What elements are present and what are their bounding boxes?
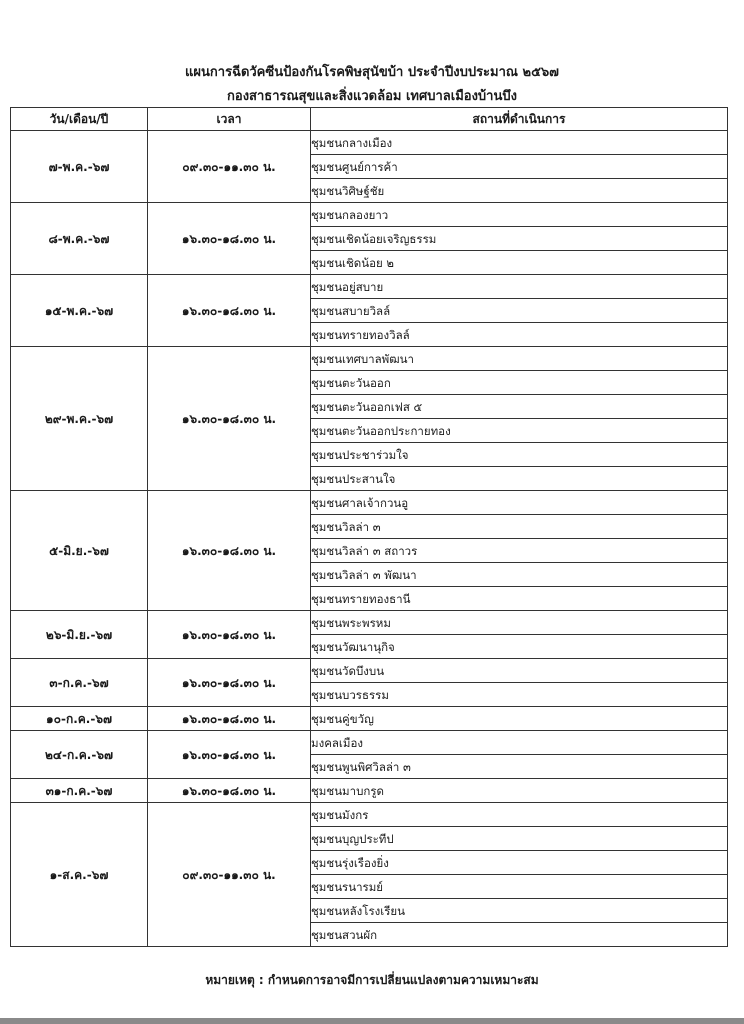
location-cell: ชุมชนวิลล่า ๓ พัฒนา [311,563,728,587]
column-header-time: เวลา [148,108,311,131]
table-row [11,347,728,371]
location-cell: ชุมชนมังกร [311,803,728,827]
location-cell: ชุมชนรุ่งเรืองยิ่ง [311,851,728,875]
location-cell: ชุมชนศูนย์การค้า [311,155,728,179]
location-cell: ชุมชนพระพรหม [311,611,728,635]
location-cell: ชุมชนกลางเมือง [311,131,728,155]
date-cell: ๒๖-มิ.ย.-๖๗ [11,611,148,659]
document-title: แผนการฉีดวัคซีนป้องกันโรคพิษสุนัขบ้า ประจำปีงบประมาณ ๒๕๖๗ [185,65,559,80]
location-cell: ชุมชนบวรธรรม [311,683,728,707]
date-cell: ๓๑-ก.ค.-๖๗ [11,779,148,803]
column-header-location: สถานที่ดำเนินการ [311,108,728,131]
date-cell: ๓-ก.ค.-๖๗ [11,659,148,707]
date-cell: ๑๐-ก.ค.-๖๗ [11,707,148,731]
date-cell: ๒๔-ก.ค.-๖๗ [11,731,148,779]
table-row [11,659,728,683]
location-cell: ชุมชนคู่ขวัญ [311,707,728,731]
date-cell: ๒๙-พ.ค.-๖๗ [11,347,148,491]
location-cell: ชุมชนรนารมย์ [311,875,728,899]
table-row [11,275,728,299]
location-cell: ชุมชนประชาร่วมใจ [311,443,728,467]
date-cell: ๕-มิ.ย.-๖๗ [11,491,148,611]
location-cell: ชุมชนสบายวิลล์ [311,299,728,323]
table-row [11,779,728,803]
location-cell: ชุมชนเชิดน้อย ๒ [311,251,728,275]
location-cell: ชุมชนวัดบึงบน [311,659,728,683]
location-cell: ชุมชนสวนผัก [311,923,728,947]
location-cell: ชุมชนกลองยาว [311,203,728,227]
table-row [11,491,728,515]
table-row [11,203,728,227]
time-cell: ๑๖.๓๐-๑๘.๓๐ น. [148,707,311,731]
time-cell: ๑๖.๓๐-๑๘.๓๐ น. [148,779,311,803]
time-cell: ๑๖.๓๐-๑๘.๓๐ น. [148,731,311,779]
table-row [11,731,728,755]
location-cell: ชุมชนมาบกรูด [311,779,728,803]
location-cell: ชุมชนตะวันออก [311,371,728,395]
location-cell: ชุมชนวัฒนานุกิจ [311,635,728,659]
location-cell: ชุมชนพูนพิศวิลล่า ๓ [311,755,728,779]
time-cell: ๑๖.๓๐-๑๘.๓๐ น. [148,347,311,491]
location-cell: มงคลเมือง [311,731,728,755]
location-cell: ชุมชนศาลเจ้ากวนอู [311,491,728,515]
location-cell: ชุมชนวิลล่า ๓ [311,515,728,539]
time-cell: ๑๖.๓๐-๑๘.๓๐ น. [148,275,311,347]
location-cell: ชุมชนเชิดน้อยเจริญธรรม [311,227,728,251]
date-cell: ๑๕-พ.ค.-๖๗ [11,275,148,347]
location-cell: ชุมชนบุญประทีป [311,827,728,851]
scan-edge-bar [0,1018,744,1024]
time-cell: ๑๖.๓๐-๑๘.๓๐ น. [148,491,311,611]
location-cell: ชุมชนอยู่สบาย [311,275,728,299]
schedule-table [10,107,728,947]
schedule-body [11,131,728,947]
time-cell: ๐๙.๓๐-๑๑.๓๐ น. [148,131,311,203]
location-cell: ชุมชนวิศิษฐ์ชัย [311,179,728,203]
table-row [11,803,728,827]
time-cell: ๑๖.๓๐-๑๘.๓๐ น. [148,659,311,707]
table-header-row [11,108,728,131]
time-cell: ๐๙.๓๐-๑๑.๓๐ น. [148,803,311,947]
date-cell: ๗-พ.ค.-๖๗ [11,131,148,203]
date-cell: ๘-พ.ค.-๖๗ [11,203,148,275]
table-row [11,707,728,731]
location-cell: ชุมชนเทศบาลพัฒนา [311,347,728,371]
location-cell: ชุมชนตะวันออกประกายทอง [311,419,728,443]
time-cell: ๑๖.๓๐-๑๘.๓๐ น. [148,203,311,275]
document-subtitle: กองสาธารณสุขและสิ่งแวดล้อม เทศบาลเมืองบ้านบึง [227,89,517,104]
table-row [11,131,728,155]
footnote: หมายเหตุ : กำหนดการอาจมีการเปลี่ยนแปลงตามความเหมาะสม [205,973,539,987]
date-cell: ๑-ส.ค.-๖๗ [11,803,148,947]
time-cell: ๑๖.๓๐-๑๘.๓๐ น. [148,611,311,659]
location-cell: ชุมชนตะวันออกเฟส ๕ [311,395,728,419]
column-header-date: วัน/เดือน/ปี [11,108,148,131]
location-cell: ชุมชนประสานใจ [311,467,728,491]
table-row [11,611,728,635]
location-cell: ชุมชนทรายทองวิลล์ [311,323,728,347]
location-cell: ชุมชนวิลล่า ๓ สถาวร [311,539,728,563]
location-cell: ชุมชนทรายทองธานี [311,587,728,611]
location-cell: ชุมชนหลังโรงเรียน [311,899,728,923]
